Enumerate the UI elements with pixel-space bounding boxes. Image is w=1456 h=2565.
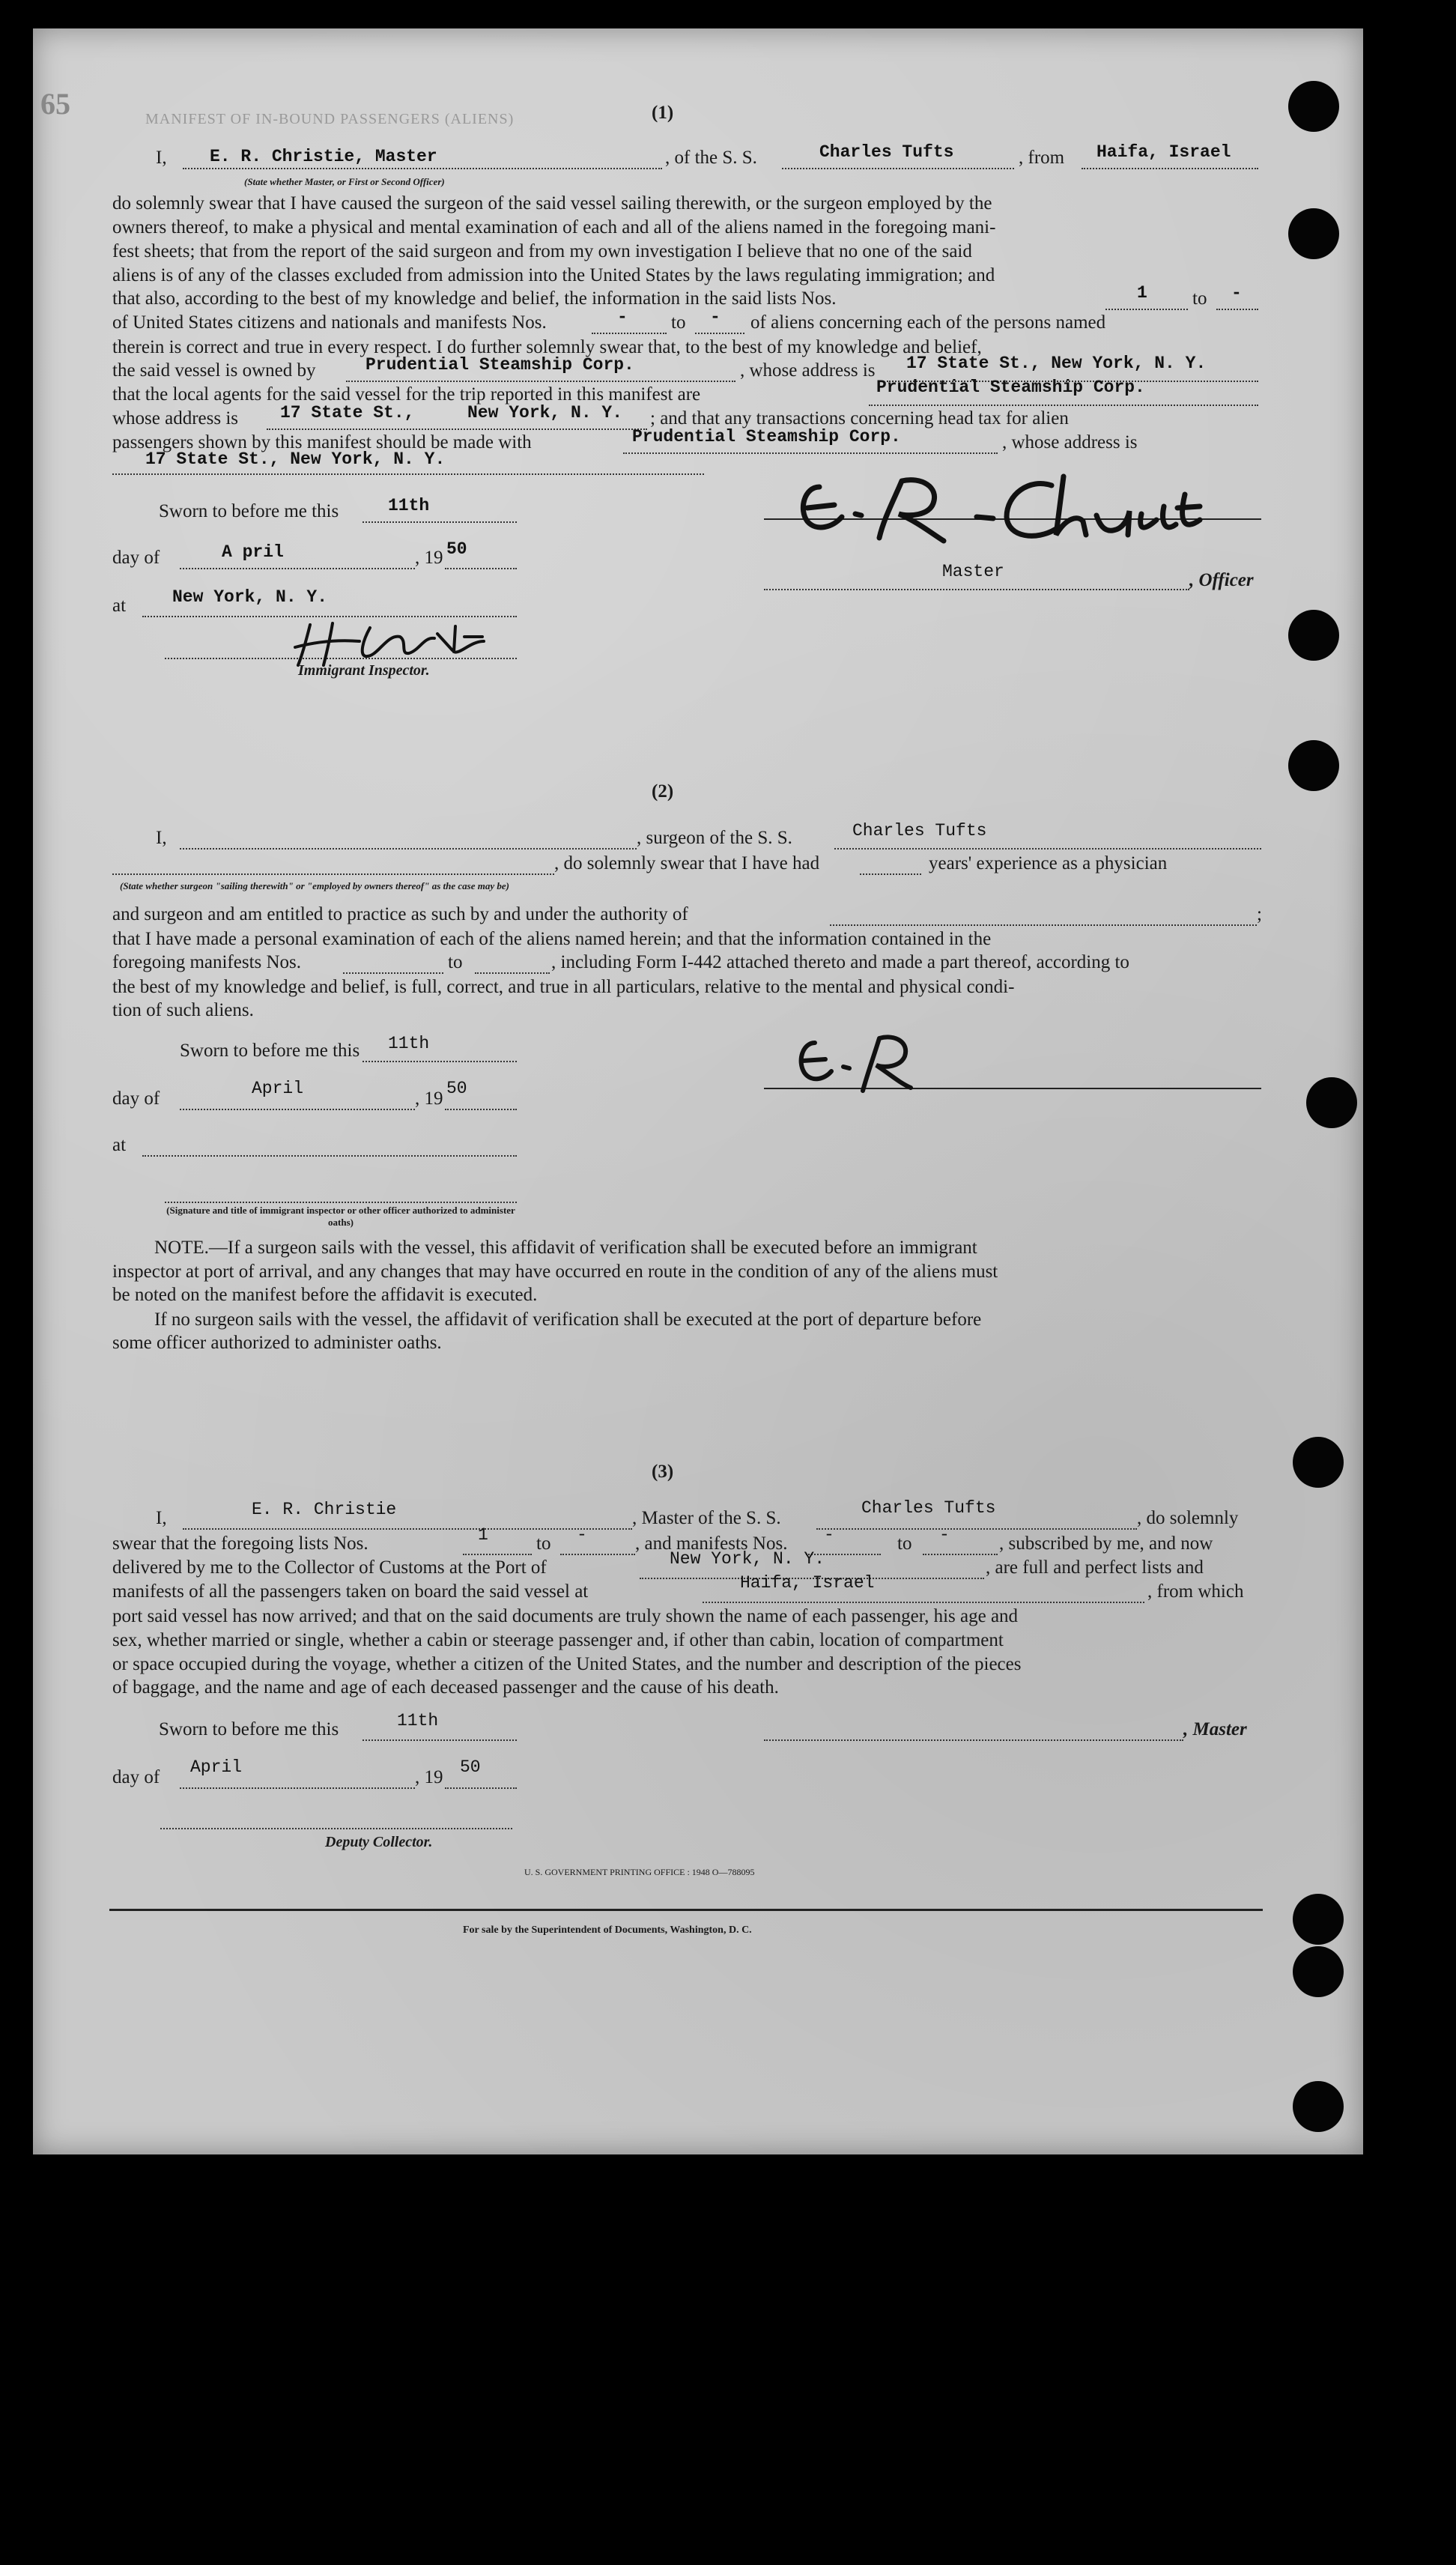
punch-hole [1293, 1437, 1344, 1488]
s2-year: 50 [446, 1079, 467, 1098]
s2-at-label: at [112, 1135, 127, 1155]
s1-sworn-day: 11th [388, 496, 430, 515]
s3-master-of: , Master of the S. S. [632, 1508, 781, 1528]
s1-name-note: (State whether Master, or First or Second Officer) [244, 176, 445, 187]
s1-line-9a: that the local agents for the said vessel for the trip reported in this manifest are [112, 384, 701, 405]
s1-line-10b: ; and that any transactions concerning head tax for alien [650, 408, 1069, 428]
s1-month: A pril [222, 542, 284, 562]
s2-day-of-label: day of [112, 1088, 160, 1109]
s1-list-from: 1 [1137, 283, 1147, 303]
s3-line-1b: , and manifests Nos. [635, 1533, 788, 1554]
s1-man-to: - [710, 307, 721, 327]
s3-to: to [536, 1533, 551, 1554]
s3-master-label: , Master [1183, 1719, 1247, 1739]
s1-line-11a: passengers shown by this manifest should be made with [112, 432, 532, 452]
s1-at-label: at [112, 596, 127, 616]
surgeon-signature [789, 1028, 939, 1095]
master-title: Master [942, 562, 1004, 581]
s1-line-6a: of United States citizens and nationals and manifests Nos. [112, 312, 547, 333]
s3-line-3b: , from which [1147, 1581, 1244, 1602]
punch-hole [1288, 610, 1339, 661]
s1-line-1: do solemnly swear that I have caused the surgeon of the said vessel sailing therewith, or the surgeon employed by the [112, 193, 992, 214]
officer-label: , Officer [1189, 570, 1254, 590]
s2-years: years' experience as a physician [929, 853, 1168, 873]
s2-to: to [448, 952, 463, 972]
s2-line-2: that I have made a personal examination of each of the aliens named herein; and that the information contained in the [112, 929, 992, 949]
punch-hole [1293, 1946, 1344, 1997]
manifest-page [33, 28, 1363, 2154]
s2-note-line-1: NOTE.—If a surgeon sails with the vessel, this affidavit of verification shall be executed before an immigrant [154, 1238, 977, 1258]
stamp-number: 65 [40, 87, 70, 121]
s3-list-from: 1 [478, 1525, 488, 1545]
s2-note-line-3: be noted on the manifest before the affidavit is executed. [112, 1285, 538, 1305]
s3-month: April [190, 1757, 243, 1777]
s1-line-4: aliens is of any of the classes excluded from admission into the United States by the laws regulating immigration; and [112, 265, 995, 285]
s2-vessel: Charles Tufts [852, 821, 987, 841]
s3-year-prefix: , 19 [415, 1767, 443, 1787]
s3-sworn-label: Sworn to before me this [159, 1719, 339, 1739]
s1-agents-field: Prudential Steamship Corp. [876, 378, 1145, 397]
s1-line-6b: of aliens concerning each of the persons named [750, 312, 1106, 333]
s1-sworn-label: Sworn to before me this [159, 501, 339, 521]
punch-hole [1288, 740, 1339, 791]
punch-hole [1293, 2081, 1344, 2132]
s1-place: New York, N. Y. [172, 587, 328, 607]
footer: For sale by the Superintendent of Documents, Washington, D. C. [463, 1924, 752, 1936]
s1-list-to: - [1231, 283, 1242, 303]
s2-sworn-label: Sworn to before me this [180, 1041, 360, 1061]
s1-to-2: to [671, 312, 686, 333]
s3-line-1c: , subscribed by me, and now [999, 1533, 1213, 1554]
s3-name-field: E. R. Christie [252, 1500, 397, 1519]
s2-swear: , do solemnly swear that I have had [554, 853, 820, 873]
s2-note-line-4: If no surgeon sails with the vessel, the affidavit of verification shall be executed at the port of departure before [154, 1309, 982, 1330]
s2-semicolon: ; [1257, 904, 1262, 924]
s2-line-5: tion of such aliens. [112, 1000, 254, 1020]
s1-line-2: owners thereof, to make a physical and mental examination of each and all of the aliens named in the foregoing mani- [112, 217, 996, 237]
s1-headtax-field: Prudential Steamship Corp. [632, 427, 901, 446]
s3-port: New York, N. Y. [670, 1549, 825, 1569]
s1-line-7: therein is correct and true in every respect. I do further solemnly swear that, to the best of my knowledge and belief, [112, 337, 982, 357]
s2-note: (State whether surgeon "sailing therewith" or "employed by owners thereof" as the case may be) [120, 880, 509, 891]
s1-line-8a: the said vessel is owned by [112, 360, 316, 381]
punch-hole [1306, 1077, 1357, 1128]
s2-note-line-5: some officer authorized to administer oaths. [112, 1333, 442, 1353]
s1-owner-address: 17 State St., New York, N. Y. [906, 354, 1207, 373]
punch-hole [1288, 81, 1339, 132]
s1-vessel-field: Charles Tufts [819, 142, 954, 162]
s3-line-6: or space occupied during the voyage, whether a citizen of the United States, and the number and description of the pieces [112, 1654, 1022, 1674]
s3-solemnly: , do solemnly [1137, 1508, 1239, 1528]
s3-line-2a: delivered by me to the Collector of Customs at the Port of [112, 1557, 547, 1578]
s3-line-7: of baggage, and the name and age of each deceased passenger and the cause of his death. [112, 1677, 779, 1698]
s2-line-3b: , including Form I-442 attached thereto and made a part thereof, according to [551, 952, 1129, 972]
s2-surgeon-of: , surgeon of the S. S. [637, 828, 792, 848]
s2-year-prefix: , 19 [415, 1088, 443, 1109]
gpo-line: U. S. GOVERNMENT PRINTING OFFICE : 1948 O—788095 [524, 1867, 755, 1877]
master-signature [789, 472, 1216, 554]
s3-i: I, [156, 1508, 167, 1528]
s3-line-4: port said vessel has now arrived; and that on the said documents are truly shown the name of each passenger, his age and [112, 1606, 1019, 1626]
s1-agents-address-2: New York, N. Y. [467, 403, 623, 423]
s1-line-3: fest sheets; that from the report of the said surgeon and from my own investigation I believe that no one of the said [112, 241, 972, 261]
s1-year-prefix: , 19 [415, 548, 443, 568]
s3-line-2b: , are full and perfect lists and [986, 1557, 1204, 1578]
s3-year: 50 [460, 1757, 481, 1777]
s3-line-3a: manifests of all the passengers taken on board the said vessel at [112, 1581, 589, 1602]
s2-line-4: the best of my knowledge and belief, is full, correct, and true in all particulars, relative to the mental and physical condi- [112, 977, 1015, 997]
s1-line-8b: , whose address is [740, 360, 876, 381]
s1-owner-field: Prudential Steamship Corp. [365, 355, 634, 375]
s2-i: I, [156, 828, 167, 848]
s3-line-5: sex, whether married or single, whether a cabin or steerage passenger and, if other than cabin, location of compartment [112, 1630, 1004, 1650]
s3-departure: Haifa, Israel [740, 1573, 875, 1593]
s2-sig-note: (Signature and title of immigrant inspector or other officer authorized to administer oaths) [166, 1205, 515, 1228]
inspector-label: Immigrant Inspector. [298, 662, 430, 679]
s1-line-5: that also, according to the best of my knowledge and belief, the information in the said lists Nos. [112, 288, 837, 309]
punch-hole [1293, 1894, 1344, 1945]
s1-i: I, [156, 148, 167, 168]
s3-man-from: - [824, 1525, 834, 1545]
s1-to: to [1192, 288, 1207, 309]
s1-of-ss: , of the S. S. [665, 148, 757, 168]
s1-from-label: , from [1019, 148, 1065, 168]
s3-list-to: - [577, 1525, 587, 1545]
s1-day-of-label: day of [112, 548, 160, 568]
s3-line-1a: swear that the foregoing lists Nos. [112, 1533, 368, 1554]
s3-sworn-day: 11th [397, 1711, 439, 1730]
s1-headtax-address: 17 State St., New York, N. Y. [145, 449, 446, 469]
s3-day-of-label: day of [112, 1767, 160, 1787]
s1-agents-address-1: 17 State St., [280, 403, 415, 423]
s3-vessel-field: Charles Tufts [861, 1498, 996, 1518]
s1-line-11b: , whose address is [1002, 432, 1138, 452]
s1-name-field: E. R. Christie, Master [210, 147, 437, 166]
s2-sworn-day: 11th [388, 1034, 430, 1053]
s1-from-field: Haifa, Israel [1096, 142, 1231, 162]
s2-month: April [252, 1079, 304, 1098]
s3-to-2: to [897, 1533, 912, 1554]
s3-man-to: - [939, 1525, 950, 1545]
s2-line-1: and surgeon and am entitled to practice as such by and under the authority of [112, 904, 688, 924]
section-3-number: (3) [652, 1462, 674, 1482]
section-2-number: (2) [652, 781, 674, 802]
s1-year: 50 [446, 539, 467, 559]
s1-line-10a: whose address is [112, 408, 239, 428]
deputy-label: Deputy Collector. [325, 1834, 433, 1850]
stamp-header: MANIFEST OF IN-BOUND PASSENGERS (ALIENS) [145, 111, 515, 127]
punch-hole [1288, 208, 1339, 259]
s1-man-from: - [617, 307, 628, 327]
s2-note-line-2: inspector at port of arrival, and any changes that may have occurred en route in the condition of any of the aliens must [112, 1262, 998, 1282]
s2-line-3a: foregoing manifests Nos. [112, 952, 302, 972]
section-1-number: (1) [652, 103, 674, 123]
